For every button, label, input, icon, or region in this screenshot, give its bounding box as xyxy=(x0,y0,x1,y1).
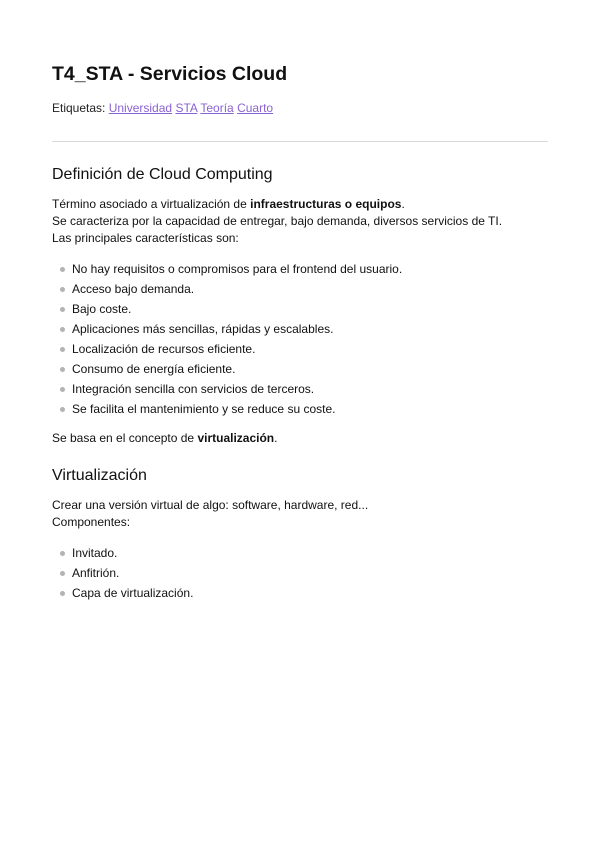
section-intro-cloud-computing xyxy=(52,196,548,247)
section-heading-cloud-computing: Definición de Cloud Computing xyxy=(52,166,273,183)
page-title: T4_STA - Servicios Cloud xyxy=(52,63,288,85)
tag-link-teoria[interactable]: Teoría xyxy=(200,101,234,115)
list-item: Integración sencilla con servicios de terceros. xyxy=(72,379,548,399)
list-item: Consumo de energía eficiente. xyxy=(72,359,548,379)
intro-line-2: Se caracteriza por la capacidad de entregar, bajo demanda, diversos servicios de TI. xyxy=(52,214,503,228)
list-item: Se facilita el mantenimiento y se reduce su coste. xyxy=(72,399,548,419)
divider xyxy=(52,141,548,142)
tags-label: Etiquetas: xyxy=(52,101,106,115)
list-item: Capa de virtualización. xyxy=(72,583,548,603)
intro-bold-text: infraestructuras o equipos xyxy=(250,197,402,211)
section-outro xyxy=(52,430,548,447)
section-heading-virtualizacion: Virtualización xyxy=(52,467,147,484)
intro-line-1 xyxy=(52,196,548,213)
list-item: Invitado. xyxy=(72,543,548,563)
characteristics-list xyxy=(52,259,548,419)
outro-text-suffix: . xyxy=(274,431,278,445)
tag-link-universidad[interactable]: Universidad xyxy=(108,101,173,115)
outro-text: Se basa en el concepto de xyxy=(52,431,198,445)
intro-text-suffix: . xyxy=(401,197,405,211)
list-item: Bajo coste. xyxy=(72,299,548,319)
section-intro-virtualizacion xyxy=(52,497,548,531)
list-item: Anfitrión. xyxy=(72,563,548,583)
outro-bold-text: virtualización xyxy=(197,431,275,445)
list-item: Localización de recursos eficiente. xyxy=(72,339,548,359)
intro-line-3: Las principales características son: xyxy=(52,231,239,245)
tag-link-cuarto[interactable]: Cuarto xyxy=(237,101,274,115)
list-item: No hay requisitos o compromisos para el frontend del usuario. xyxy=(72,259,548,279)
intro-line-1: Crear una versión virtual de algo: software, hardware, red... xyxy=(52,498,369,512)
intro-text: Término asociado a virtualización de xyxy=(52,197,251,211)
intro-line-2: Componentes: xyxy=(52,515,131,529)
tag-link-sta[interactable]: STA xyxy=(175,101,198,115)
components-list xyxy=(52,543,548,603)
document-page xyxy=(52,62,548,603)
tags-row xyxy=(52,100,548,116)
list-item: Aplicaciones más sencillas, rápidas y escalables. xyxy=(72,319,548,339)
list-item: Acceso bajo demanda. xyxy=(72,279,548,299)
